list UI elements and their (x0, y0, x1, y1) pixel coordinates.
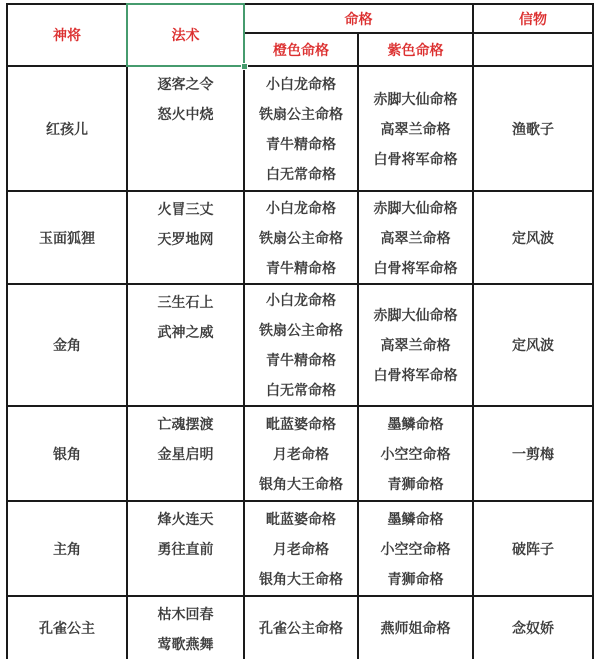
cell-token[interactable]: 定风波 (473, 191, 593, 284)
fate-label: 小空空命格 (380, 540, 451, 557)
fate-label: 高翠兰命格 (380, 229, 451, 246)
cell-general-name[interactable]: 银角 (7, 406, 127, 501)
header-spells[interactable] (127, 4, 244, 66)
spell-label: 天罗地网 (157, 231, 214, 247)
spell-label: 烽火连天 (157, 511, 214, 527)
fate-label: 青狮命格 (387, 570, 444, 587)
spell-label: 武神之威 (157, 324, 214, 340)
fate-label: 铁扇公主命格 (259, 229, 343, 246)
table-row (7, 284, 593, 406)
table-row (7, 596, 593, 659)
cell-spells[interactable] (127, 191, 244, 284)
fate-label: 高翠兰命格 (380, 120, 451, 137)
cell-orange-fates[interactable] (244, 66, 358, 191)
cell-spells[interactable] (127, 284, 244, 406)
header-spells-label: 法术 (171, 27, 200, 43)
cell-spells[interactable] (127, 406, 244, 501)
cell-token[interactable]: 破阵子 (473, 501, 593, 596)
cell-orange-fates[interactable] (244, 596, 358, 659)
cell-purple-fates[interactable] (358, 191, 473, 284)
fate-label: 孔雀公主命格 (259, 620, 343, 636)
fate-label: 青牛精命格 (266, 135, 336, 152)
header-fate-orange[interactable]: 橙色命格 (244, 33, 358, 66)
header-token-empty[interactable] (473, 33, 593, 66)
cell-spells[interactable] (127, 596, 244, 659)
fate-label: 白骨将军命格 (373, 150, 458, 167)
fate-label: 月老命格 (273, 445, 329, 462)
fate-label: 白骨将军命格 (373, 367, 458, 383)
fate-label: 毗蓝婆命格 (266, 510, 336, 527)
fate-label: 月老命格 (273, 540, 329, 557)
spell-label: 逐客之令 (157, 76, 214, 92)
cell-purple-fates[interactable] (358, 501, 473, 596)
spell-label: 勇往直前 (157, 541, 214, 557)
cell-orange-fates[interactable] (244, 284, 358, 406)
fate-label: 墨鳞命格 (387, 510, 444, 527)
fate-label: 高翠兰命格 (380, 337, 451, 353)
cell-token[interactable]: 定风波 (473, 284, 593, 406)
spell-label: 金星启明 (157, 446, 214, 462)
fate-label: 赤脚大仙命格 (373, 307, 458, 323)
fate-label: 毗蓝婆命格 (266, 415, 336, 432)
spell-label: 莺歌燕舞 (157, 636, 214, 652)
fate-label: 墨鳞命格 (387, 415, 444, 432)
header-fate-purple[interactable]: 紫色命格 (358, 33, 473, 66)
cell-general-name[interactable]: 金角 (7, 284, 127, 406)
spell-label: 三生石上 (157, 294, 214, 310)
fate-label: 小白龙命格 (266, 199, 336, 216)
fate-label: 小白龙命格 (266, 75, 336, 92)
cell-general-name[interactable]: 红孩儿 (7, 66, 127, 191)
spell-label: 枯木回春 (157, 606, 214, 622)
fate-label: 白无常命格 (266, 165, 336, 182)
table-row (7, 191, 593, 284)
fate-label: 赤脚大仙命格 (373, 90, 458, 107)
fate-label: 燕师姐命格 (380, 620, 451, 636)
table-row (7, 406, 593, 501)
cell-token[interactable]: 渔歌子 (473, 66, 593, 191)
spell-label: 亡魂摆渡 (157, 416, 214, 432)
fate-label: 小空空命格 (380, 445, 451, 462)
cell-orange-fates[interactable] (244, 501, 358, 596)
fate-label: 白骨将军命格 (373, 259, 458, 276)
cell-purple-fates[interactable] (358, 66, 473, 191)
cell-purple-fates[interactable] (358, 406, 473, 501)
cell-purple-fates[interactable] (358, 596, 473, 659)
cell-purple-fates[interactable] (358, 284, 473, 406)
spell-label: 怒火中烧 (157, 106, 214, 122)
cell-token[interactable]: 一剪梅 (473, 406, 593, 501)
header-fate-group[interactable]: 命格 (244, 4, 473, 33)
fate-label: 赤脚大仙命格 (373, 199, 458, 216)
fate-label: 青牛精命格 (266, 352, 336, 368)
header-token[interactable]: 信物 (473, 4, 593, 33)
hero-fate-table (6, 3, 594, 659)
cell-general-name[interactable]: 玉面狐狸 (7, 191, 127, 284)
fate-label: 小白龙命格 (266, 292, 336, 308)
header-general[interactable]: 神将 (7, 4, 127, 66)
fate-label: 铁扇公主命格 (259, 105, 343, 122)
header-row-1 (7, 4, 593, 33)
fate-label: 青狮命格 (387, 475, 444, 492)
cell-spells[interactable] (127, 66, 244, 191)
fate-label: 白无常命格 (266, 382, 336, 398)
cell-general-name[interactable]: 孔雀公主 (7, 596, 127, 659)
cell-token[interactable]: 念奴娇 (473, 596, 593, 659)
spell-label: 火冒三丈 (157, 201, 214, 217)
fate-label: 铁扇公主命格 (259, 322, 343, 338)
fate-label: 银角大王命格 (259, 570, 343, 587)
cell-orange-fates[interactable] (244, 406, 358, 501)
cell-spells[interactable] (127, 501, 244, 596)
table-row (7, 501, 593, 596)
cell-general-name[interactable]: 主角 (7, 501, 127, 596)
fate-label: 银角大王命格 (259, 475, 343, 492)
fate-label: 青牛精命格 (266, 259, 336, 276)
cell-orange-fates[interactable] (244, 191, 358, 284)
table-row (7, 66, 593, 191)
fill-handle[interactable] (241, 63, 248, 70)
